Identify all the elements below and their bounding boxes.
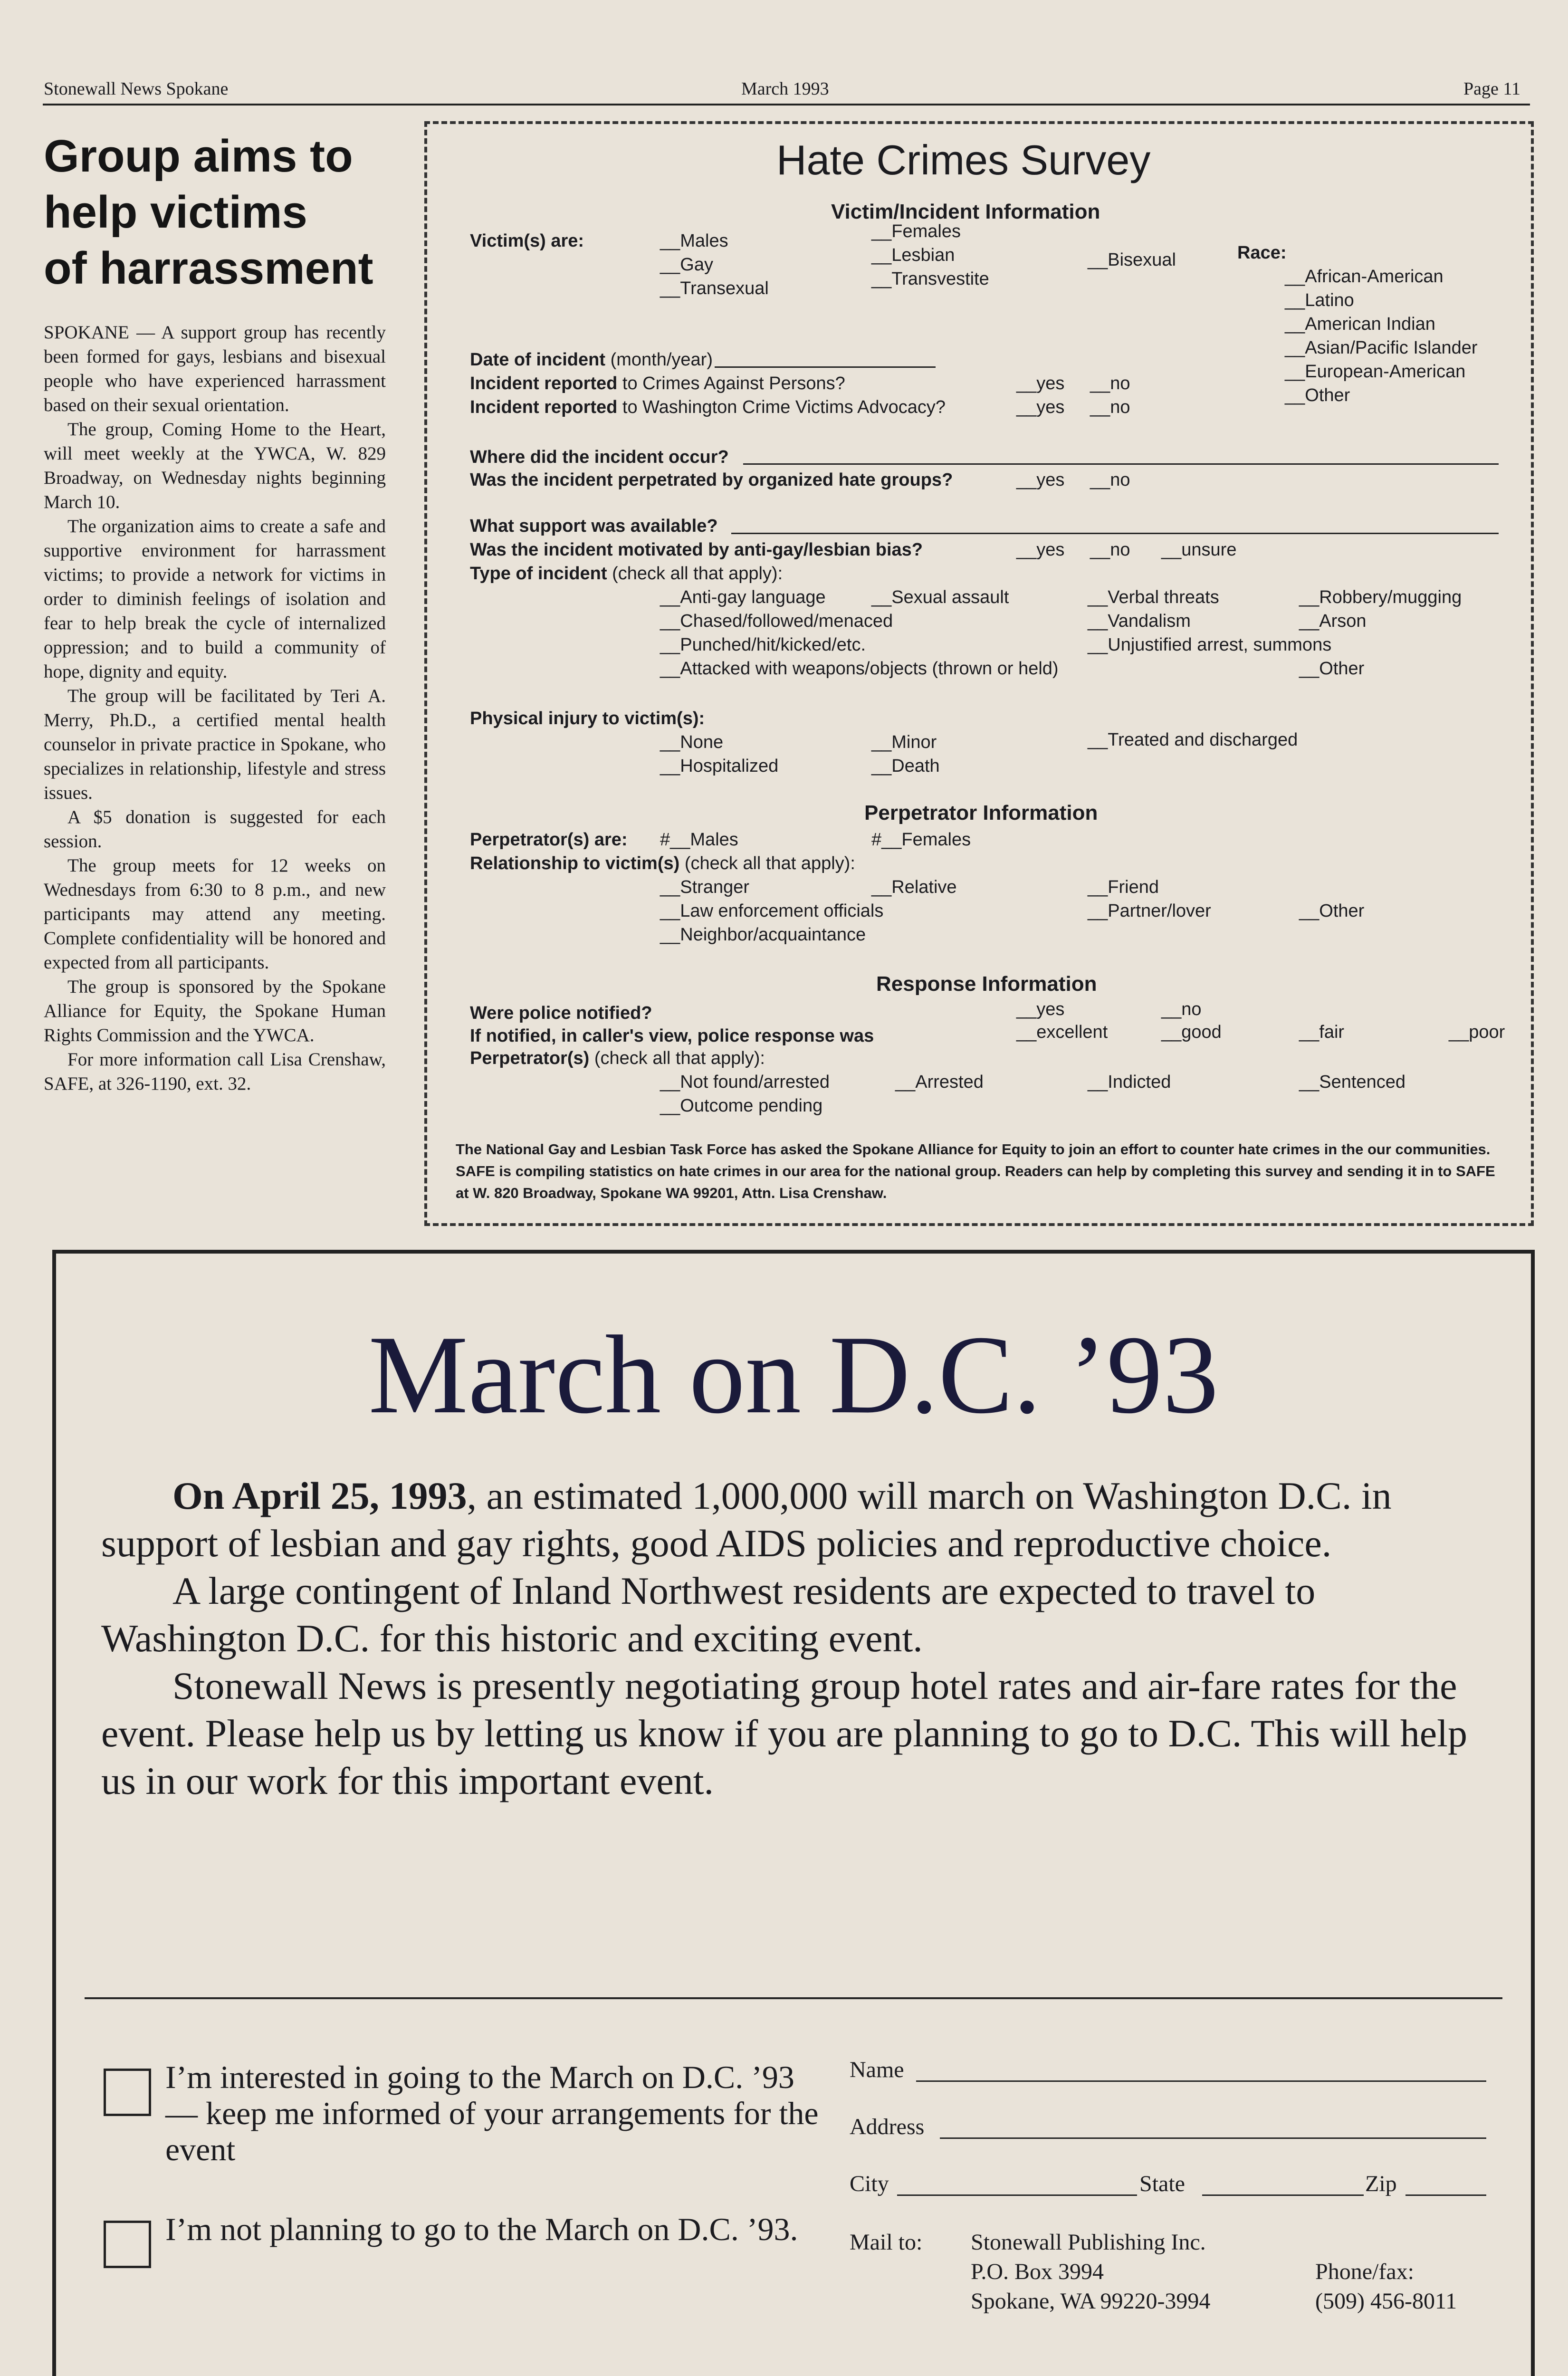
- organized-hate-groups-label: Was the incident perpetrated by organized hate groups?: [470, 470, 953, 490]
- perpetrators-label: Perpetrator(s) are:: [470, 830, 628, 850]
- type-unjustified-arrest[interactable]: __Unjustified arrest, summons: [1088, 635, 1332, 655]
- section-perpetrator: Perpetrator Information: [864, 801, 1098, 824]
- type-vandalism[interactable]: __Vandalism: [1088, 611, 1191, 631]
- article-support-group: [44, 128, 386, 1096]
- injury-death[interactable]: __Death: [871, 756, 940, 776]
- type-robbery-mugging[interactable]: __Robbery/mugging: [1299, 587, 1462, 607]
- option-no[interactable]: __no: [1090, 540, 1130, 560]
- article-paragraph: The organization aims to create a safe and supportive environment for harrassment victims; to provide a network for victims in order to diminish feelings of isolation and fear to help break the cycle of internalized oppression; and to build a community of hope, dignity and equity.: [44, 516, 386, 682]
- type-sexual-assault[interactable]: __Sexual assault: [871, 587, 1009, 607]
- article-headline: Group aims to help victims of harrassment: [44, 131, 373, 294]
- section-response: Response Information: [876, 972, 1097, 996]
- header-rule: [43, 104, 1530, 105]
- option-yes[interactable]: __yes: [1016, 540, 1065, 560]
- checkbox-interested[interactable]: [104, 2069, 151, 2116]
- march-on-dc-ad: [52, 1250, 1535, 2376]
- mail-address: Stonewall Publishing Inc. P.O. Box 3994 Spokane, WA 99220-3994: [971, 2230, 1211, 2314]
- police-response-label: If notified, in caller's view, police response was: [470, 1026, 874, 1046]
- option-no[interactable]: __no: [1090, 470, 1130, 490]
- rel-other[interactable]: __Other: [1299, 901, 1365, 921]
- article-paragraph: For more information call Lisa Crenshaw, SAFE, at 326-1190, ext. 32.: [44, 1049, 386, 1094]
- race-option[interactable]: __European-American: [1285, 362, 1466, 382]
- option-males[interactable]: __Males: [660, 231, 728, 251]
- article-body: [44, 320, 386, 1096]
- mail-to-label: Mail to:: [850, 2230, 923, 2255]
- name-label: Name: [850, 2057, 904, 2082]
- support-available-label: What support was available?: [470, 516, 718, 536]
- where-occurred-label: Where did the incident occur?: [470, 447, 729, 467]
- type-verbal-threats[interactable]: __Verbal threats: [1088, 587, 1219, 607]
- injury-none[interactable]: __None: [660, 732, 724, 752]
- form-divider: [85, 1997, 1502, 1999]
- phone-label: Phone/fax:: [1315, 2259, 1414, 2284]
- section-victim: Victim/Incident Information: [831, 200, 1100, 223]
- march-paragraph: A large contingent of Inland Northwest residents are expected to travel to Washington D.C. for this historic and exciting event.: [101, 1569, 1316, 1660]
- option-lesbian[interactable]: __Lesbian: [871, 245, 955, 265]
- reported-crimes-against-persons: Incident reported to Crimes Against Persons?: [470, 374, 845, 393]
- race-option[interactable]: __American Indian: [1285, 314, 1435, 334]
- article-paragraph: SPOKANE — A support group has recently been formed for gays, lesbians and bisexual people who have experienced harrassment based on their sexual orientation.: [44, 322, 386, 415]
- option-yes[interactable]: __yes: [1016, 999, 1065, 1019]
- issue-date: March 1993: [741, 79, 829, 99]
- race-option[interactable]: __Latino: [1285, 290, 1354, 310]
- address-field[interactable]: [940, 2137, 1486, 2139]
- relationship-label: Relationship to victim(s) (check all that apply):: [470, 853, 855, 873]
- rel-partner[interactable]: __Partner/lover: [1088, 901, 1211, 921]
- date-of-incident-label: Date of incident (month/year): [470, 350, 713, 370]
- race-label: Race:: [1237, 243, 1287, 263]
- option-bisexual[interactable]: __Bisexual: [1088, 250, 1176, 270]
- option-transvestite[interactable]: __Transvestite: [871, 269, 989, 289]
- race-option[interactable]: __African-American: [1285, 267, 1444, 287]
- checkbox-not-planning[interactable]: [104, 2221, 151, 2268]
- option-yes[interactable]: __yes: [1016, 397, 1065, 417]
- rel-stranger[interactable]: __Stranger: [660, 877, 750, 897]
- resp-poor[interactable]: __poor: [1449, 1022, 1505, 1042]
- article-paragraph: A $5 donation is suggested for each session.: [44, 807, 386, 852]
- rel-friend[interactable]: __Friend: [1088, 877, 1159, 897]
- type-attacked-weapons[interactable]: __Attacked with weapons/objects (thrown or held): [660, 659, 1059, 679]
- outcome-sentenced[interactable]: __Sentenced: [1299, 1072, 1405, 1092]
- support-available-field[interactable]: [731, 533, 1499, 534]
- rel-relative[interactable]: __Relative: [871, 877, 957, 897]
- rel-law-enforcement[interactable]: __Law enforcement officials: [660, 901, 884, 921]
- option-unsure[interactable]: __unsure: [1161, 540, 1237, 560]
- injury-treated[interactable]: __Treated and discharged: [1088, 730, 1298, 750]
- outcome-pending[interactable]: __Outcome pending: [660, 1096, 823, 1116]
- rel-neighbor[interactable]: __Neighbor/acquaintance: [660, 925, 866, 945]
- newspaper-name: Stonewall News Spokane: [44, 79, 229, 99]
- city-field[interactable]: [897, 2194, 1137, 2196]
- physical-injury-label: Physical injury to victim(s):: [470, 709, 705, 728]
- police-notified-label: Were police notified?: [470, 1003, 652, 1023]
- outcome-not-found[interactable]: __Not found/arrested: [660, 1072, 830, 1092]
- option-transexual[interactable]: __Transexual: [660, 278, 769, 298]
- phone-number: (509) 456-8011: [1315, 2289, 1457, 2314]
- injury-hospitalized[interactable]: __Hospitalized: [660, 756, 779, 776]
- motivated-bias-label: Was the incident motivated by anti-gay/lesbian bias?: [470, 540, 923, 560]
- perp-females[interactable]: #__Females: [871, 830, 971, 850]
- type-punched[interactable]: __Punched/hit/kicked/etc.: [660, 635, 866, 655]
- city-label: City: [850, 2171, 889, 2196]
- reported-crime-victims-advocacy: Incident reported to Washington Crime Victims Advocacy?: [470, 397, 946, 417]
- outcome-arrested[interactable]: __Arrested: [895, 1072, 984, 1092]
- survey-footnote: The National Gay and Lesbian Task Force has asked the Spokane Alliance for Equity to join an effort to counter hate crimes in the our communities. SAFE is compiling statistics on hate crimes in our area for the national group. Readers can help by completing this survey and sending it in to SAFE at W. 820 Broadway, Spokane WA 99201, Attn. Lisa Crenshaw.: [456, 1141, 1495, 1201]
- article-paragraph: The group, Coming Home to the Heart, will meet weekly at the YWCA, W. 829 Broadway, on Wednesday nights beginning March 10.: [44, 419, 386, 512]
- option-gay[interactable]: __Gay: [660, 255, 713, 275]
- perp-outcome-label: Perpetrator(s) (check all that apply):: [470, 1048, 765, 1068]
- perp-males[interactable]: #__Males: [660, 830, 738, 850]
- option-no[interactable]: __no: [1090, 397, 1130, 417]
- injury-minor[interactable]: __Minor: [871, 732, 937, 752]
- type-of-incident-label: Type of incident (check all that apply):: [470, 564, 783, 584]
- type-anti-gay-language[interactable]: __Anti-gay language: [660, 587, 826, 607]
- state-field[interactable]: [1202, 2194, 1364, 2196]
- option-females[interactable]: __Females: [871, 221, 961, 241]
- zip-field[interactable]: [1405, 2194, 1486, 2196]
- march-body: [101, 1472, 1498, 1805]
- hate-crimes-survey: [424, 121, 1534, 1226]
- zip-label: Zip: [1365, 2171, 1397, 2196]
- march-paragraph: Stonewall News is presently negotiating group hotel rates and air-fare rates for the event. Please help us by letting us know if you are planning to go to D.C. This will help us in our work for this important event.: [101, 1664, 1467, 1802]
- option-yes[interactable]: __yes: [1016, 470, 1065, 490]
- state-label: State: [1139, 2171, 1185, 2196]
- name-field[interactable]: [916, 2080, 1486, 2082]
- resp-excellent[interactable]: __excellent: [1016, 1022, 1108, 1042]
- article-paragraph: The group meets for 12 weeks on Wednesdays from 6:30 to 8 p.m., and new participants may attend any meeting. Complete confidentiality will be honored and expected from all participants.: [44, 855, 386, 973]
- type-other[interactable]: __Other: [1299, 659, 1365, 679]
- label-interested: I’m interested in going to the March on D.C. ’93 — keep me informed of your arrangements for the event: [165, 2059, 819, 2167]
- address-label: Address: [850, 2114, 925, 2139]
- option-no[interactable]: __no: [1090, 374, 1130, 393]
- resp-good[interactable]: __good: [1161, 1022, 1222, 1042]
- outcome-indicted[interactable]: __Indicted: [1088, 1072, 1171, 1092]
- survey-title: Hate Crimes Survey: [776, 136, 1151, 183]
- label-not-planning: I’m not planning to go to the March on D.C. ’93.: [165, 2211, 798, 2247]
- article-paragraph: The group is sponsored by the Spokane Alliance for Equity, the Spokane Human Rights Commission and the YWCA.: [44, 977, 386, 1045]
- option-yes[interactable]: __yes: [1016, 374, 1065, 393]
- march-title: March on D.C. ’93: [368, 1313, 1219, 1437]
- race-option[interactable]: __Other: [1285, 385, 1350, 405]
- race-option[interactable]: __Asian/Pacific Islander: [1285, 338, 1478, 358]
- type-arson[interactable]: __Arson: [1299, 611, 1367, 631]
- march-paragraph: On April 25, 1993, an estimated 1,000,000 will march on Washington D.C. in support of lesbian and gay rights, good AIDS policies and reproductive choice.: [101, 1474, 1392, 1565]
- resp-fair[interactable]: __fair: [1299, 1022, 1345, 1042]
- where-occurred-field[interactable]: [743, 463, 1499, 465]
- victims-label: Victim(s) are:: [470, 231, 584, 251]
- article-paragraph: The group will be facilitated by Teri A. Merry, Ph.D., a certified mental health counselor in private practice in Spokane, who specializes in relationship, lifestyle and stress issues.: [44, 686, 386, 803]
- date-of-incident-field[interactable]: [715, 366, 936, 368]
- type-chased[interactable]: __Chased/followed/menaced: [660, 611, 893, 631]
- page-number: Page 11: [1463, 79, 1520, 99]
- option-no[interactable]: __no: [1161, 999, 1202, 1019]
